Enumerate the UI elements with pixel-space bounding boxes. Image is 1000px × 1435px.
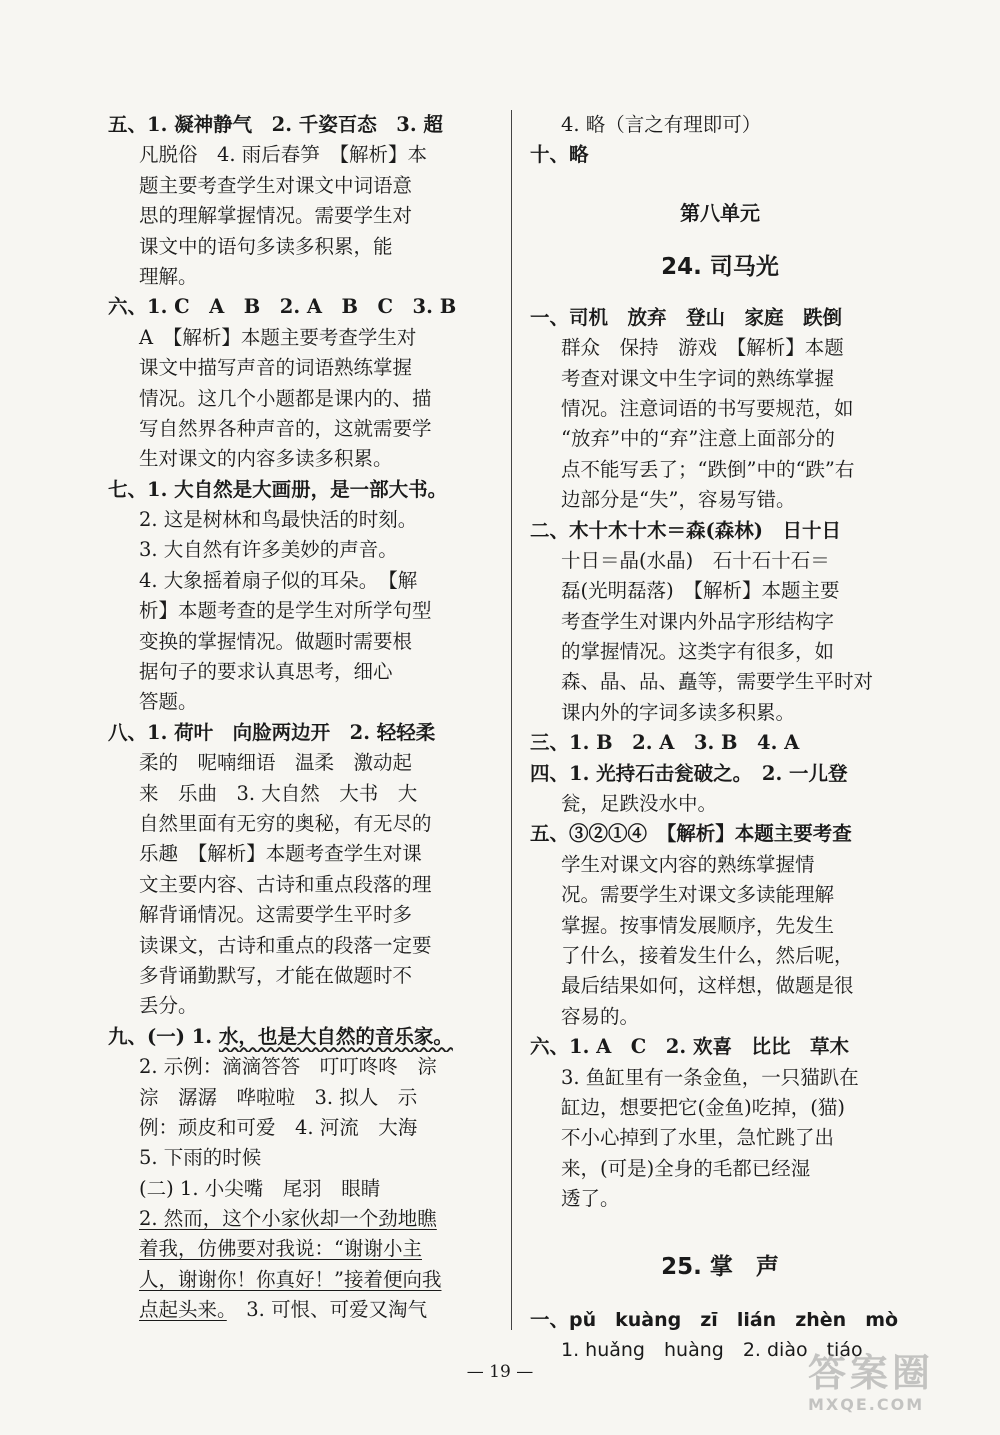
page-number: — 19 — [466,1362,534,1382]
left-text-line: 情况。这几个小题都是课内的、描 [139,386,432,410]
right-top-text-line: 十、略 [530,143,589,167]
right-mid-text-line: “放弃”中的“弃”注意上面部分的 [561,427,835,451]
left-text-line: 读课文，古诗和重点的段落一定要 [139,933,432,957]
right-mid-text-line: 五、③②①④ 【解析】本题主要考查 [530,822,852,846]
left-text-line: 柔的 呢喃细语 温柔 激动起 [139,751,413,775]
left-text-line: 自然里面有无穷的奥秘，有无尽的 [139,811,432,835]
left-text-line: 解背诵情况。这需要学生平时多 [139,903,413,927]
right-column [530,110,910,1365]
right-mid-text-line: 瓮，足跌没水中。 [561,792,718,816]
lesson-25-title: 25. 掌 声 [661,1253,779,1280]
underlined-text-1: 2. 然而，这个小家伙却一个劲地瞧 [139,1207,437,1231]
left-tail-text-line: (二) 1. 小尖嘴 尾羽 眼睛 [139,1176,381,1200]
right-mid-text-line: 考查对课文中生字词的熟练掌握 [561,366,835,390]
right-top-text-line: 4. 略（言之有理即可） [561,113,762,136]
watermark-logo [808,1351,978,1421]
right-mid-text-line: 最后结果如何，这样想，做题是很 [561,974,854,998]
right-mid-text-line: 来，(可是)全身的毛都已经湿 [561,1156,811,1180]
left-text-line: 写自然界各种声音的，这就需要学 [139,416,432,440]
pinyin-line-1 [530,1305,910,1335]
left-tail-text-line: 例：顽皮和可爱 4. 河流 大海 [139,1115,418,1139]
right-mid-text-line: 四、1. 光持石击瓮破之。 2. 一儿登 [530,761,848,785]
left-text-line: 思的理解掌握情况。需要学生对 [139,204,413,228]
pinyin-answers-2: 1. huǎng huàng 2. diào tiáo [561,1338,863,1361]
pinyin-prefix: 一、 [530,1307,570,1331]
underlined-text-3: 人，谢谢你！你真好！”接着便向我 [139,1267,442,1291]
underlined-text-4: 点起头来。 [139,1298,227,1322]
right-mid-text-line: 学生对课文内容的熟练掌握情 [561,852,815,876]
left-text-line: 2. 这是树林和鸟最快活的时刻。 [139,508,418,532]
right-mid-text-line: 森、晶、品、矗等，需要学生平时对 [561,670,874,694]
left-text-line: 题主要考查学生对课文中词语意 [139,173,413,197]
right-mid-text-line: 一、司机 放弃 登山 家庭 跌倒 [530,305,843,329]
left-text-line: 丢分。 [139,994,198,1018]
underlined-line-1 [108,1204,488,1234]
answer-nine-3: 3. 可恨、可爱又淘气 [226,1298,428,1322]
right-mid-text-line: 群众 保持 游戏 【解析】本题 [561,336,844,360]
left-text-line: 生对课文的内容多读多积累。 [139,447,393,471]
left-text-line: 来 乐曲 3. 大自然 大书 大 [139,781,418,805]
wavy-underlined-answer: 水，也是大自然的音乐家。 [218,1024,453,1048]
left-text-line: 多背诵勤默写，才能在做题时不 [139,963,413,987]
right-mid-text-line: 三、1. B 2. A 3. B 4. A [530,731,800,755]
left-text-line: 答题。 [139,690,198,714]
left-text-line: 八、1. 荷叶 向脸两边开 2. 轻轻柔 [108,720,436,744]
right-mid-text-line: 六、1. A C 2. 欢喜 比比 草木 [530,1035,849,1059]
right-mid-text-line: 的掌握情况。这类字有很多，如 [561,640,835,664]
left-text-line: 课文中描写声音的词语熟练掌握 [139,356,413,380]
right-mid-text-line: 况。需要学生对课文多读能理解 [561,883,835,907]
left-tail-text-line: 5. 下雨的时候 [139,1146,262,1170]
left-tail-text-line: 淙 潺潺 哗啦啦 3. 拟人 示 [139,1085,418,1109]
left-text-line: 五、1. 凝神静气 2. 千姿百态 3. 超 [108,113,443,136]
left-text-line: 凡脱俗 4. 雨后春笋 【解析】本 [139,143,428,167]
right-mid-text-line: 磊(光明磊落) 【解析】本题主要 [561,579,840,603]
left-tail-text-line: 2. 示例：滴滴答答 叮叮咚咚 淙 [139,1055,437,1079]
right-mid-text-line: 3. 鱼缸里有一条金鱼，一只猫趴在 [561,1065,859,1089]
right-mid-text-line: 十日＝晶(水晶) 石十石十石＝ [561,548,830,572]
answer-nine-line-1 [108,1022,488,1052]
right-mid-text-line: 透了。 [561,1187,620,1211]
answer-nine-prefix: 九、(一) 1. [108,1024,219,1048]
left-text-line: A 【解析】本题主要考查学生对 [139,325,417,349]
right-mid-text-line: 掌握。按事情发展顺序，先发生 [561,913,835,937]
left-text-line: 析】本题考查的是学生对所学句型 [139,599,432,623]
right-mid-text-line: 考查学生对课内外品字形结构字 [561,609,835,633]
right-mid-text-line: 边部分是“失”，容易写错。 [561,488,796,512]
unit-title: 第八单元 [680,200,760,225]
column-divider [511,110,512,1330]
right-mid-text-line: 二、木十木十木＝森(森林) 日十日 [530,518,841,542]
right-mid-lines [530,303,910,1215]
right-mid-text-line: 不小心掉到了水里，急忙跳了出 [561,1126,835,1150]
left-text-line: 文主要内容、古诗和重点段落的理 [139,872,432,896]
right-mid-text-line: 了什么，接着发生什么，然后呢， [561,943,854,967]
left-text-line: 六、1. C A B 2. A B C 3. B [108,295,457,319]
underlined-line-4 [108,1295,488,1325]
lesson-24-title: 24. 司马光 [661,253,779,280]
right-mid-text-line: 缸边，想要把它(金鱼)吃掉，(猫) [561,1095,845,1119]
left-column [108,110,488,1326]
left-text-line: 变换的掌握情况。做题时需要根 [139,629,413,653]
left-text-line: 4. 大象摇着扇子似的耳朵。 【解 [139,568,418,592]
right-top-lines [530,110,910,171]
pinyin-answers-1: pǔ kuàng zī lián zhèn mò [569,1308,899,1331]
left-text-line: 七、1. 大自然是大画册，是一部大书。 [108,477,448,501]
watermark-url: MXQE.COM [808,1395,925,1414]
left-text-line: 据句子的要求认真思考，细心 [139,660,393,684]
left-text-line: 理解。 [139,264,198,288]
underlined-line-3 [108,1265,488,1295]
left-text-line: 3. 大自然有许多美妙的声音。 [139,538,398,562]
watermark-text: 答案圈 [808,1351,935,1395]
left-tail-lines [108,1052,488,1204]
underlined-line-2 [108,1234,488,1264]
underlined-text-2: 着我，仿佛要对我说：“谢谢小主 [139,1237,422,1261]
left-lines [108,110,488,1022]
left-text-line: 乐趣 【解析】本题考查学生对课 [139,842,422,866]
right-mid-text-line: 情况。注意词语的书写要规范，如 [561,396,854,420]
left-text-line: 课文中的语句多读多积累，能 [139,234,393,258]
right-mid-text-line: 点不能写丢了；“跌倒”中的“跌”右 [561,457,855,481]
right-mid-text-line: 容易的。 [561,1004,640,1028]
right-mid-text-line: 课内外的字词多读多积累。 [561,700,796,724]
